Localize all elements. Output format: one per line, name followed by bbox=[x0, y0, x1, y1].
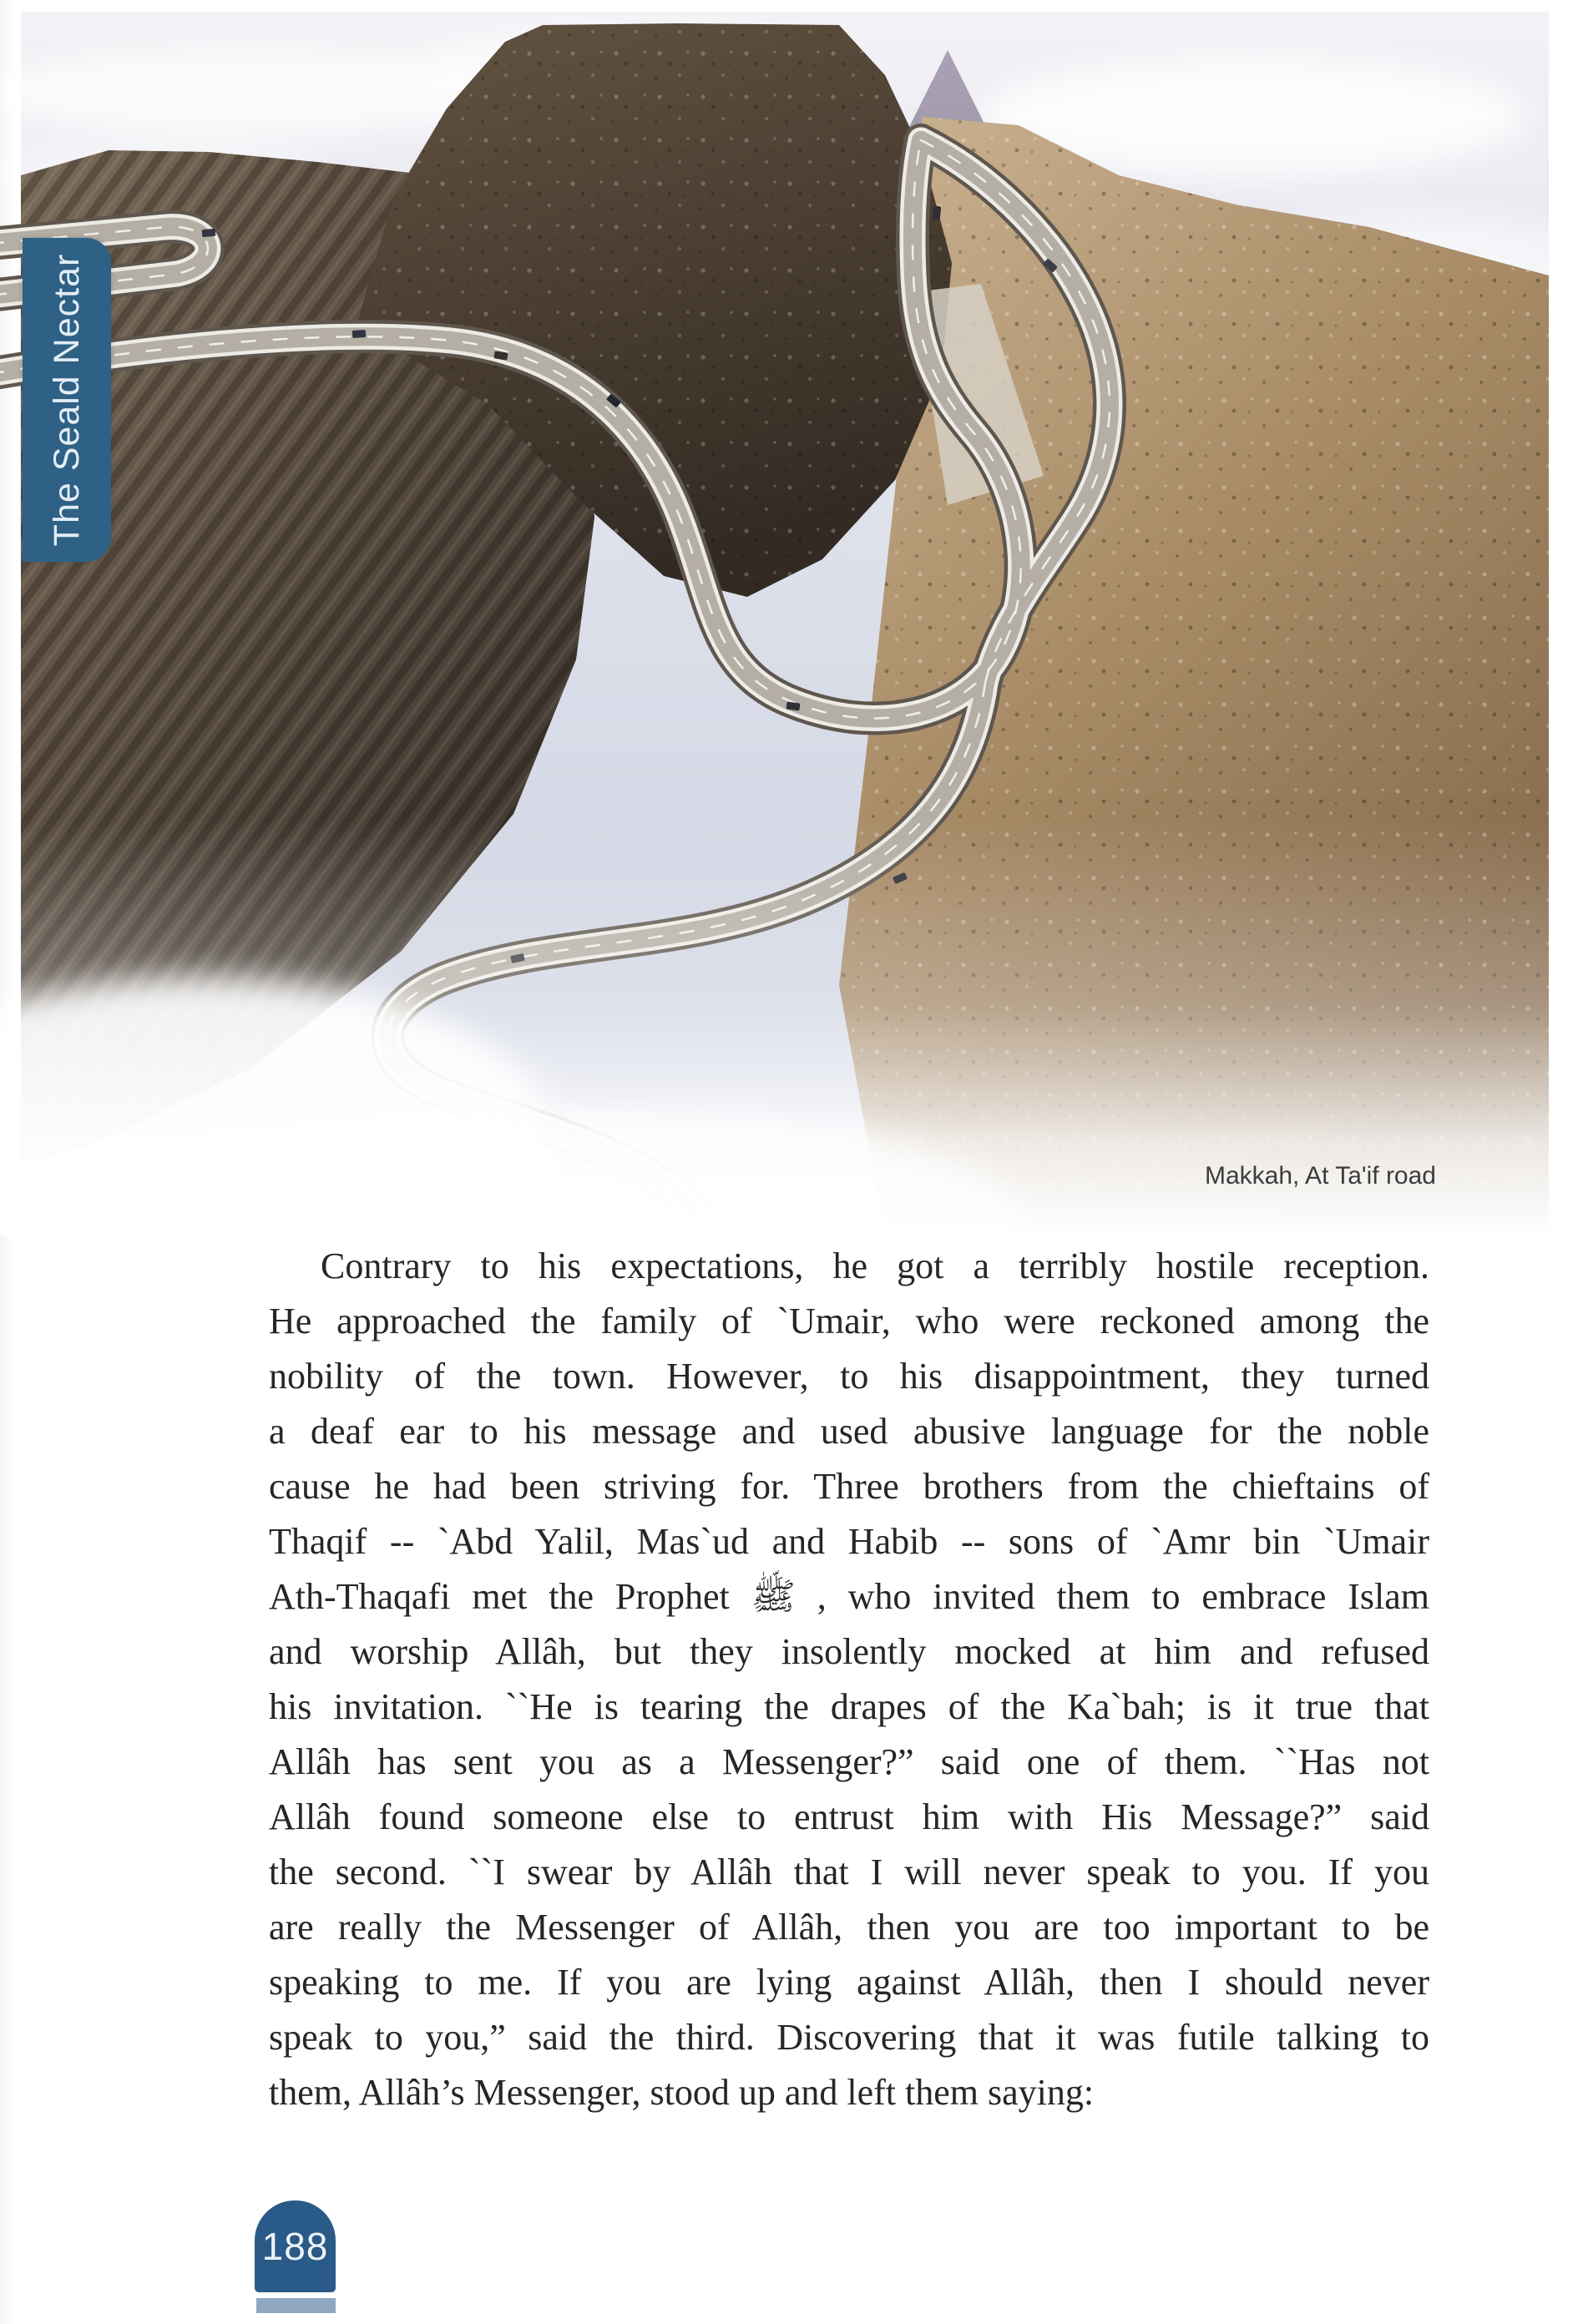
page-number: 188 bbox=[261, 2225, 329, 2268]
text-line: speak to you,” said the third. Discovering that it was futile talking to bbox=[269, 2017, 1429, 2058]
text-line: cause he had been striving for. Three brothers from the chieftains of bbox=[269, 1466, 1429, 1507]
side-tab-label: The Seald Nectar bbox=[46, 253, 87, 547]
text-line: He approached the family of `Umair, who were reckoned among the bbox=[269, 1301, 1429, 1341]
page-number-badge bbox=[255, 2200, 336, 2292]
photo-caption: Makkah, At Ta'if road bbox=[1205, 1162, 1436, 1190]
text-line: the second. ``I swear by Allâh that I will never speak to you. If you bbox=[269, 1852, 1429, 1892]
text-line: Allâh found someone else to entrust him with His Message?” said bbox=[269, 1796, 1429, 1837]
body-paragraph bbox=[269, 1239, 1429, 2120]
text-line: Ath-Thaqafi met the Prophet ﷺ , who invited them to embrace Islam bbox=[269, 1576, 1429, 1617]
text-line: are really the Messenger of Allâh, then you are too important to be bbox=[269, 1907, 1429, 1948]
text-line: his invitation. ``He is tearing the drapes of the Ka`bah; is it true that bbox=[269, 1686, 1429, 1727]
page-number-underline bbox=[256, 2298, 336, 2313]
text-line: them, Allâh’s Messenger, stood up and left them saying: bbox=[269, 2072, 1095, 2113]
text-line: Thaqif -- `Abd Yalil, Mas`ud and Habib -- sons of `Amr bin `Umair bbox=[269, 1521, 1429, 1562]
text-line: Allâh has sent you as a Messenger?” said one of them. ``Has not bbox=[269, 1741, 1429, 1782]
text-line: nobility of the town. However, to his disappointment, they turned bbox=[269, 1356, 1429, 1397]
text-line: a deaf ear to his message and used abusive language for the noble bbox=[269, 1411, 1429, 1452]
side-tab bbox=[23, 238, 111, 562]
text-line: Contrary to his expectations, he got a terribly hostile reception. bbox=[321, 1245, 1429, 1286]
text-line: speaking to me. If you are lying against Allâh, then I should never bbox=[269, 1962, 1429, 2003]
text-line: and worship Allâh, but they insolently mocked at him and refused bbox=[269, 1631, 1429, 1672]
